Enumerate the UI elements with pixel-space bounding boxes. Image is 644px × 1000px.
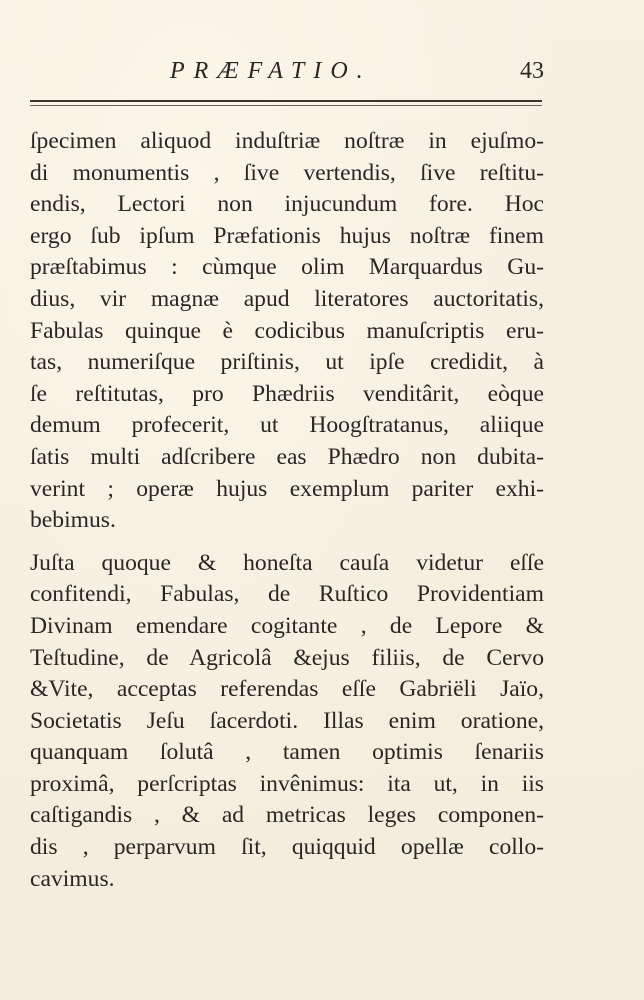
text-line: dis , perparvum ſit, quiqquid opellæ collo- bbox=[30, 834, 544, 861]
header-rule-thick bbox=[30, 100, 542, 102]
text-line: confitendi, Fabulas, de Ruſtico Providentiam bbox=[30, 581, 544, 608]
text-line: bebimus. bbox=[30, 507, 116, 534]
text-line: Fabulas quinque è codicibus manuſcriptis eru- bbox=[30, 317, 544, 344]
text-line: dius, vir magnæ apud literatores auctoritatis, bbox=[30, 285, 544, 312]
page-number: 43 bbox=[520, 58, 544, 84]
header-rule-thin bbox=[30, 105, 542, 106]
text-line: verint ; operæ hujus exemplum pariter exhi- bbox=[30, 475, 544, 502]
text-line: &Vite, acceptas referendas eſſe Gabriëli Jaïo, bbox=[30, 676, 544, 703]
text-line: ſe reſtitutas, pro Phædriis venditârit, eòque bbox=[30, 380, 544, 407]
body-text bbox=[30, 126, 544, 895]
text-line: ergo ſub ipſum Præfationis hujus noſtræ finem bbox=[30, 222, 544, 249]
running-title: PRÆFATIO. bbox=[170, 58, 372, 84]
text-line: ſatis multi adſcribere eas Phædro non dubita- bbox=[30, 443, 544, 470]
page-header bbox=[30, 58, 544, 92]
text-line: Societatis Jeſu ſacerdoti. Illas enim oratione, bbox=[30, 707, 544, 734]
text-line: præſtabimus : cùmque olim Marquardus Gu- bbox=[30, 254, 544, 281]
text-line: tas, numeriſque priſtinis, ut ipſe credidit, à bbox=[30, 349, 544, 376]
text-line: caſtigandis , & ad metricas leges componen- bbox=[30, 802, 544, 829]
paragraph-1 bbox=[30, 126, 544, 537]
text-line: demum profecerit, ut Hoogſtratanus, aliique bbox=[30, 412, 544, 439]
text-line: quanquam ſolutâ , tamen optimis ſenariis bbox=[30, 739, 544, 766]
text-line: di monumentis , ſive vertendis, ſive reſtitu- bbox=[30, 159, 544, 186]
text-line: ſpecimen aliquod induſtriæ noſtræ in ejuſmo- bbox=[30, 128, 544, 154]
text-line: Teſtudine, de Agricolâ &ejus filiis, de Cervo bbox=[30, 644, 544, 671]
text-line: Divinam emendare cogitante , de Lepore & bbox=[30, 612, 544, 639]
text-line: proximâ, perſcriptas invênimus: ita ut, in iis bbox=[30, 770, 544, 797]
text-line: cavimus. bbox=[30, 865, 115, 892]
text-line: Juſta quoque & honeſta cauſa videtur eſſe bbox=[30, 549, 544, 576]
paragraph-2 bbox=[30, 548, 544, 896]
text-line: endis, Lectori non injucundum fore. Hoc bbox=[30, 191, 544, 218]
